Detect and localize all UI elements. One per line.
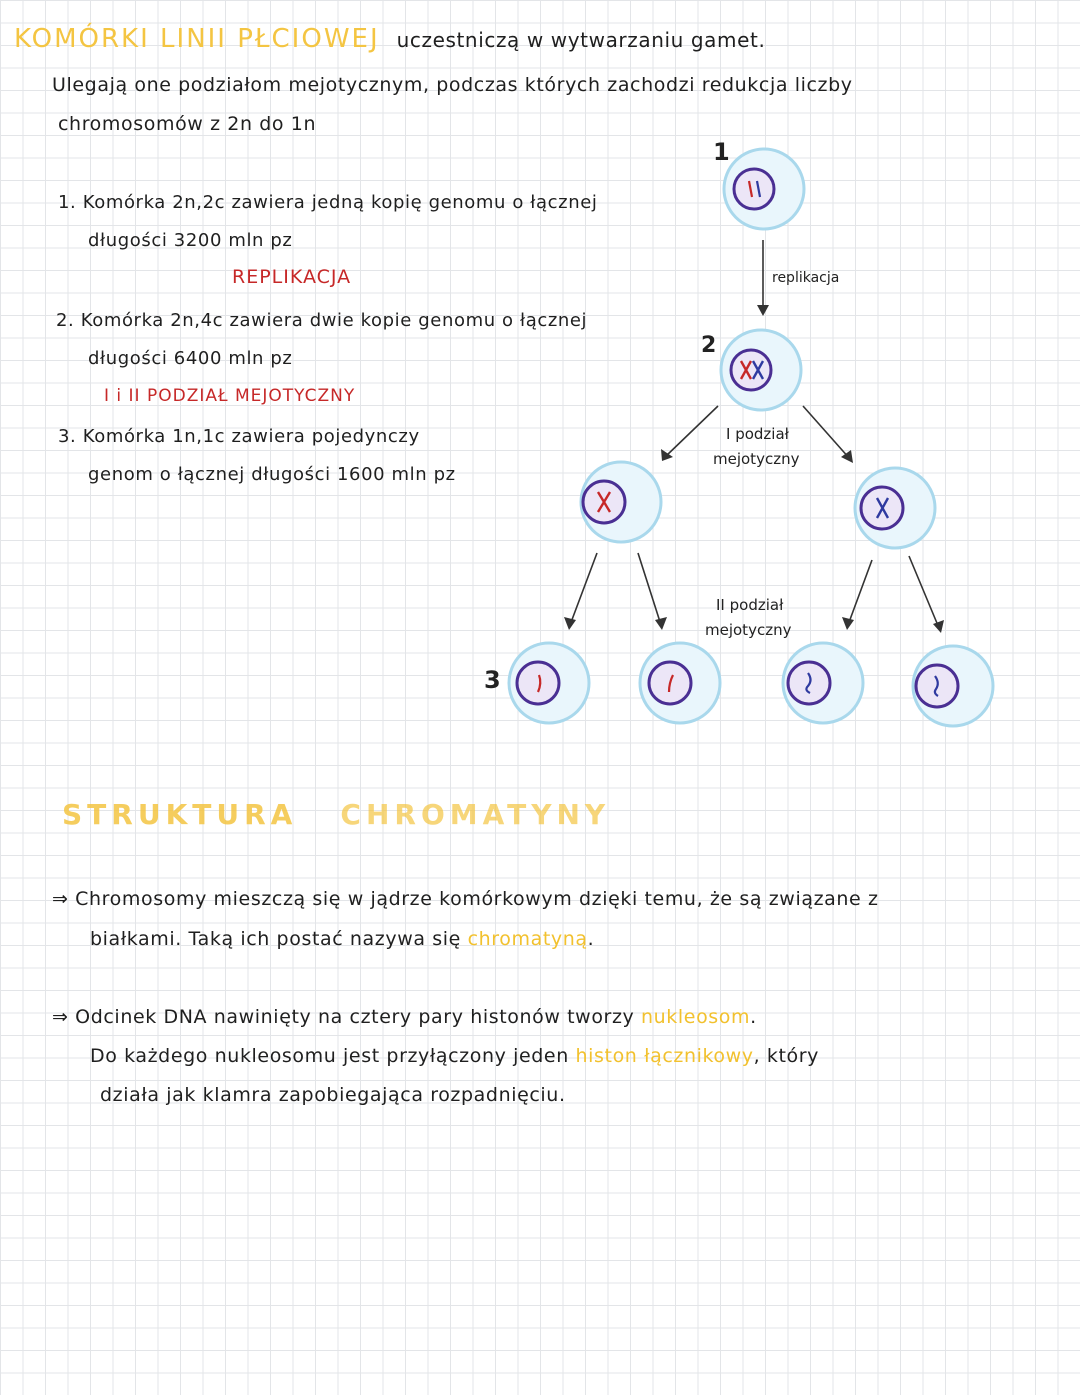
section-2-heading (62, 798, 610, 831)
gamete-cell-3 (783, 643, 863, 723)
meiosis-2-label-line-1: II podział (716, 596, 784, 614)
header-title-rest: uczestniczą w wytwarzaniu gamet. (396, 28, 766, 52)
header-title: KOMÓRKI LINII PŁCIOWEJ (14, 24, 380, 54)
section-2-heading-word-2: CHROMATYNY (340, 798, 611, 831)
stage-3-number: 3 (484, 666, 501, 694)
stage-2-number: 2 (701, 333, 717, 358)
highlight-chromatyna: chromatyną (467, 928, 588, 950)
para-2-line-2-end: , który (753, 1045, 820, 1067)
para-1-line-1 (52, 888, 879, 910)
step-1-cont: długości 3200 mln pz (88, 230, 293, 251)
para-2-line-1 (52, 1006, 757, 1028)
gamete-cell-4 (913, 646, 993, 726)
step-3-cont: genom o łącznej długości 1600 mln pz (88, 464, 456, 485)
meiosis-2-arrow-1 (570, 553, 597, 625)
stage-1-number: 1 (713, 138, 730, 166)
para-2-line-3: działa jak klamra zapobiegająca rozpadnięciu. (100, 1084, 566, 1106)
para-2-line-1-text: Odcinek DNA nawinięty na cztery pary histonów tworzy (75, 1006, 635, 1028)
step-2-cont: długości 6400 mln pz (88, 348, 293, 369)
arrow-icon: ⇒ (52, 1006, 76, 1028)
arrow-icon: ⇒ (52, 888, 76, 910)
header-line-3: chromosomów z 2n do 1n (58, 113, 317, 135)
section-2-heading-word-1: STRUKTURA (62, 798, 298, 831)
meiosis-2-label-line-2: mejotyczny (705, 621, 792, 639)
para-1-line-1-text: Chromosomy mieszczą się w jądrze komórkowym dzięki temu, że są związane z (75, 888, 879, 910)
replication-diagram-label: replikacja (772, 270, 840, 286)
cell-stage-2 (721, 330, 801, 410)
meiosis-1-label-line-1: I podział (726, 425, 789, 443)
cell-meiosis-1-left (581, 462, 661, 542)
highlight-nukleosom: nukleosom (641, 1006, 751, 1028)
meiosis-2-arrow-3 (848, 560, 872, 625)
meiosis-2-arrow-2 (638, 553, 661, 625)
para-1-line-2-end: . (587, 928, 595, 950)
para-1-line-2-text: białkami. Taką ich postać nazywa się (90, 928, 461, 950)
gamete-cell-1 (509, 643, 589, 723)
meiosis-1-label-line-2: mejotyczny (713, 450, 800, 468)
step-2-label: 2. Komórka 2n,4c zawiera dwie kopie genomu o łącznej (56, 310, 588, 331)
meiosis-2-arrow-4 (909, 556, 939, 628)
para-2-line-2 (90, 1045, 819, 1067)
replication-label: REPLIKACJA (232, 266, 352, 288)
meiosis-label: I i II PODZIAŁ MEJOTYCZNY (104, 386, 356, 406)
para-2-line-1-end: . (750, 1006, 757, 1028)
meiosis-1-arrow-left (665, 406, 718, 457)
step-1-label: 1. Komórka 2n,2c zawiera jedną kopię genomu o łącznej (58, 192, 598, 213)
highlight-histon-lacznikowy: histon łącznikowy (575, 1045, 754, 1067)
cell-meiosis-1-right (855, 468, 935, 548)
step-3-label: 3. Komórka 1n,1c zawiera pojedynczy (58, 426, 420, 447)
header-line-2: Ulegają one podziałom mejotycznym, podczas których zachodzi redukcja liczby (52, 74, 853, 96)
para-2-line-2-text: Do każdego nukleosomu jest przyłączony jeden (90, 1045, 569, 1067)
gamete-cell-2 (640, 643, 720, 723)
meiosis-1-arrow-right (803, 406, 850, 459)
para-1-line-2 (90, 928, 594, 950)
cell-stage-1 (724, 149, 804, 229)
